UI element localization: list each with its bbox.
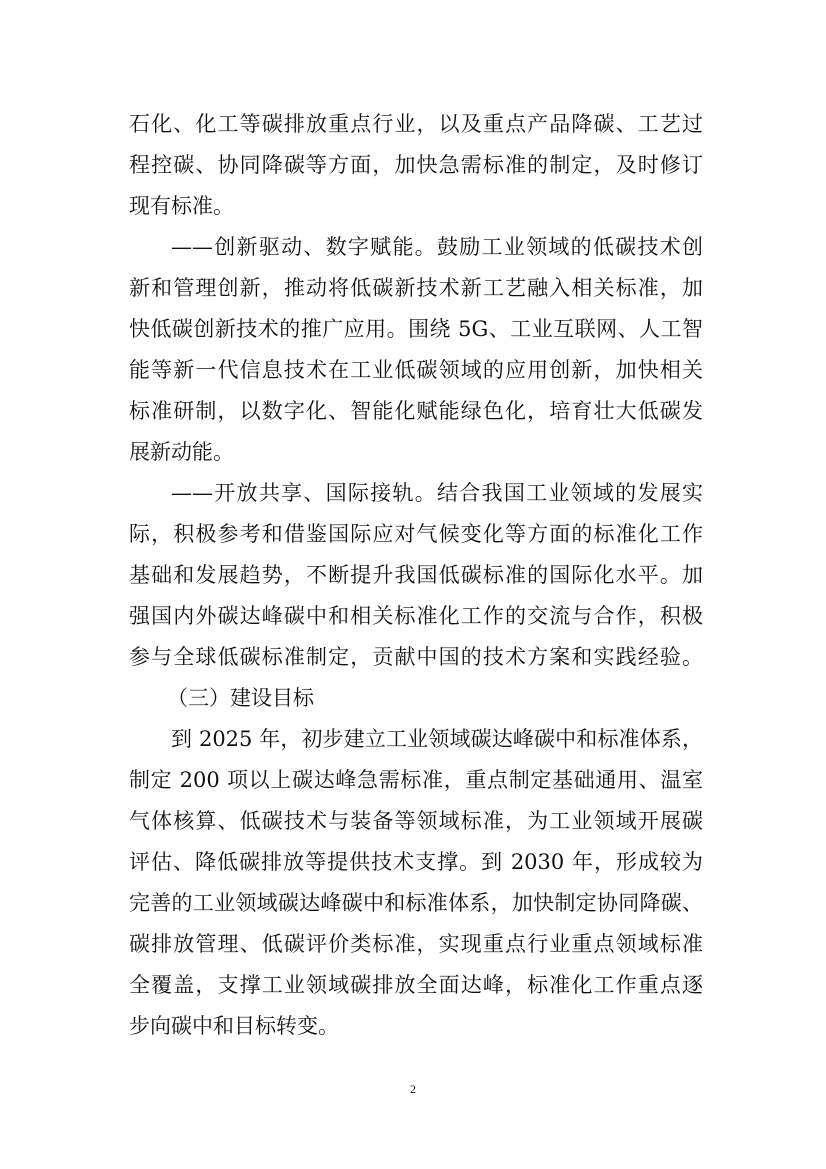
text-line: 碳排放管理、低碳评价类标准，实现重点行业重点领域标准 xyxy=(129,932,703,956)
page-number: 2 xyxy=(410,1082,416,1096)
text-line: 基础和发展趋势，不断提升我国低碳标准的国际化水平。加 xyxy=(129,563,703,587)
text-line: 全覆盖，支撑工业领域碳排放全面达峰，标准化工作重点逐 xyxy=(129,973,703,997)
text-line: 标准研制，以数字化、智能化赋能绿色化，培育壮大低碳发 xyxy=(129,399,703,423)
text-line: ——创新驱动、数字赋能。鼓励工业领域的低碳技术创 xyxy=(171,235,703,259)
text-line: 气体核算、低碳技术与装备等领域标准，为工业领域开展碳 xyxy=(129,809,703,833)
text-line: 步向碳中和目标转变。 xyxy=(129,1014,339,1038)
text-line: 完善的工业领域碳达峰碳中和标准体系，加快制定协同降碳、 xyxy=(129,891,703,915)
text-line: 强国内外碳达峰碳中和相关标准化工作的交流与合作，积极 xyxy=(129,604,703,628)
section-heading: （三）建设目标 xyxy=(167,686,314,710)
text-line: 到 2025 年，初步建立工业领域碳达峰碳中和标准体系， xyxy=(171,727,703,751)
text-line: 参与全球低碳标准制定，贡献中国的技术方案和实践经验。 xyxy=(129,645,703,669)
text-line: 展新动能。 xyxy=(129,440,234,464)
text-line: ——开放共享、国际接轨。结合我国工业领域的发展实 xyxy=(171,481,703,505)
text-line: 际，积极参考和借鉴国际应对气候变化等方面的标准化工作 xyxy=(129,522,703,546)
text-line: 现有标准。 xyxy=(129,194,234,218)
text-line: 能等新一代信息技术在工业低碳领域的应用创新，加快相关 xyxy=(129,358,703,382)
text-line: 制定 200 项以上碳达峰急需标准，重点制定基础通用、温室 xyxy=(129,768,703,792)
text-line: 新和管理创新，推动将低碳新技术新工艺融入相关标准，加 xyxy=(129,276,703,300)
text-line: 程控碳、协同降碳等方面，加快急需标准的制定，及时修订 xyxy=(129,153,703,177)
text-line: 石化、化工等碳排放重点行业，以及重点产品降碳、工艺过 xyxy=(129,112,703,136)
text-line: 快低碳创新技术的推广应用。围绕 5G、工业互联网、人工智 xyxy=(129,317,703,341)
text-line: 评估、降低碳排放等提供技术支撑。到 2030 年，形成较为 xyxy=(129,850,703,874)
